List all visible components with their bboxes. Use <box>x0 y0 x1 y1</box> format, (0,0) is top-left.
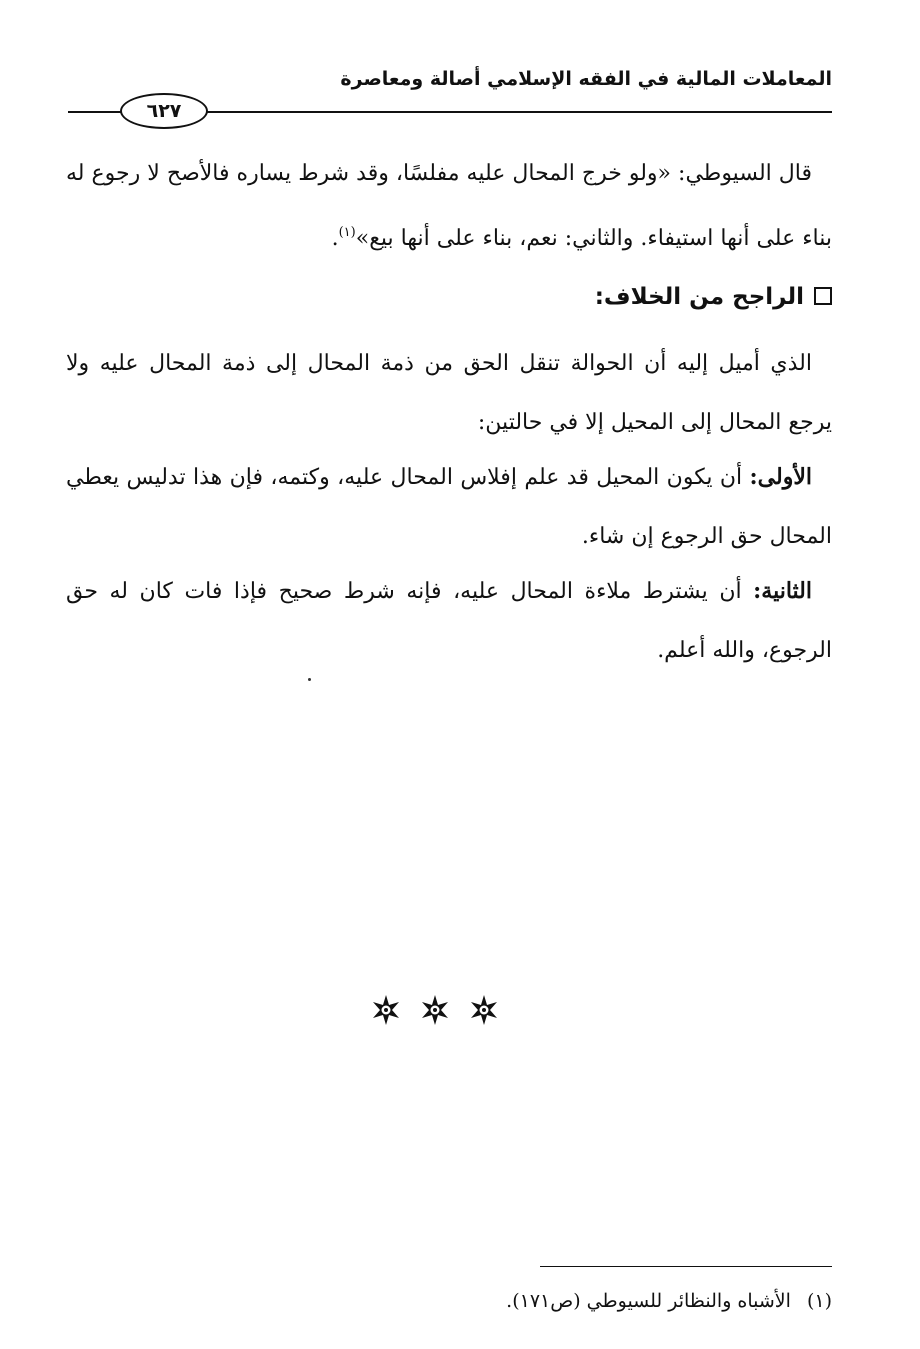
flower-ornament-icon <box>370 994 402 1026</box>
preferred-view-text: الذي أميل إليه أن الحوالة تنقل الحق من ذمة المحال إلى ذمة المحال عليه ولا يرجع المحال إلى المحيل إلا في حالتين: <box>66 351 832 435</box>
paragraph-preferred-view <box>66 334 832 452</box>
quote-text: قال السيوطي: «ولو خرج المحال عليه مفلسًا، وقد شرط يساره فالأصح لا رجوع له بناء على أنها استيفاء. والثاني: نعم، بناء على أنها بيع» <box>66 161 832 251</box>
paragraph-case-one <box>66 448 832 566</box>
footnote-rule <box>540 1266 832 1267</box>
paragraph-case-two <box>66 562 832 680</box>
quote-end: . <box>331 226 339 251</box>
running-title: المعاملات المالية في الفقه الإسلامي أصالة ومعاصرة <box>340 68 832 90</box>
case-one-text: أن يكون المحيل قد علم إفلاس المحال عليه، وكتمه، فإن هذا تدليس يعطي المحال حق الرجوع إن شاء. <box>66 465 832 549</box>
footnote-text: الأشباه والنظائر للسيوطي (ص١٧١). <box>506 1290 791 1312</box>
square-bullet-icon <box>814 287 832 305</box>
flower-ornament-icon <box>419 994 451 1026</box>
case-one-label: الأولى: <box>749 464 812 490</box>
paragraph-suyuti-quote <box>66 144 832 268</box>
section-heading <box>595 272 832 322</box>
section-heading-text: الراجح من الخلاف: <box>594 284 804 310</box>
footnote <box>506 1284 832 1318</box>
case-two-label: الثانية: <box>753 578 812 604</box>
case-two-text: أن يشترط ملاءة المحال عليه، فإنه شرط صحيح فإذا فات كان له حق الرجوع، والله أعلم. <box>66 579 832 663</box>
footnote-reference: (١) <box>338 225 356 240</box>
flower-ornament-icon <box>468 994 500 1026</box>
footnote-number: (١) <box>806 1290 832 1312</box>
page-number: ٦٢٧ <box>120 93 208 129</box>
print-speck <box>308 678 311 681</box>
section-end-ornaments <box>370 994 500 1028</box>
